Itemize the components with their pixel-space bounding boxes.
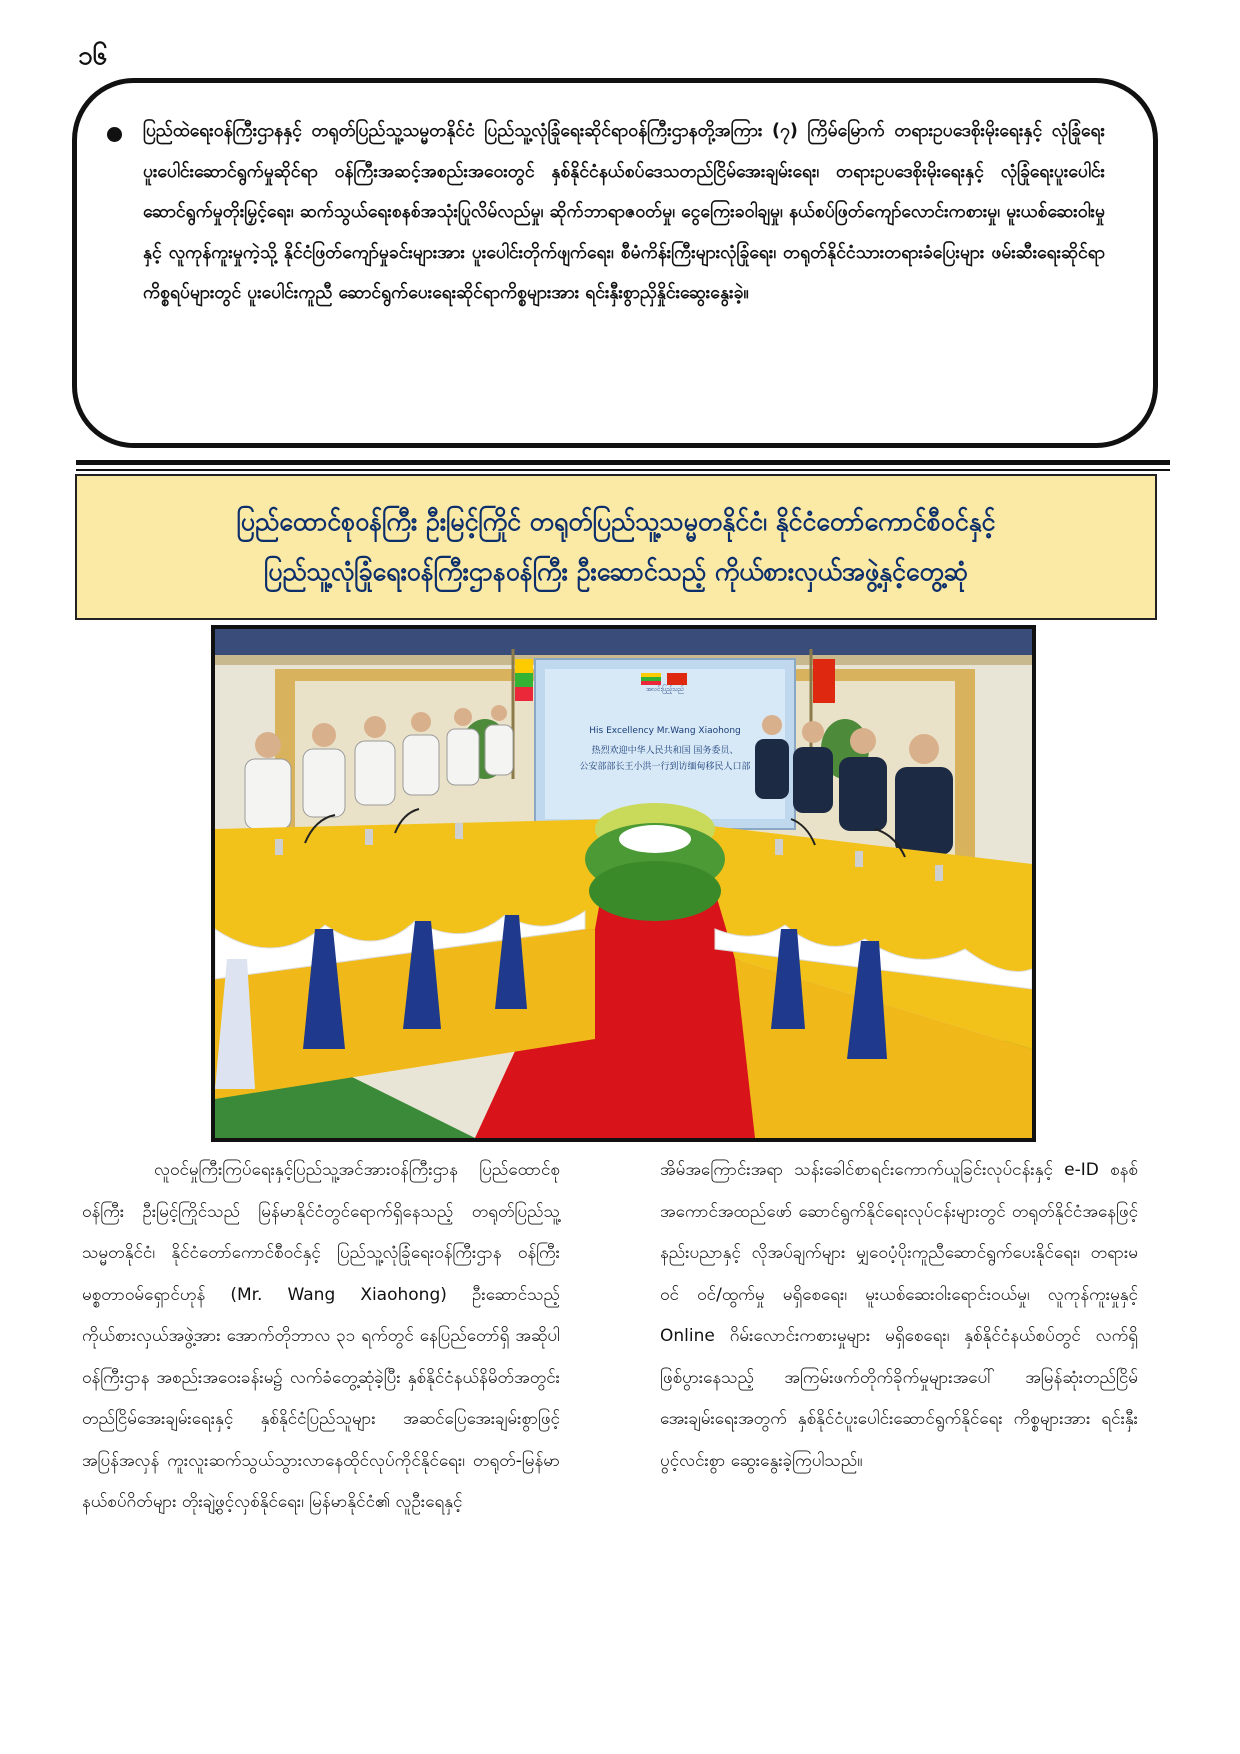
banner-title: His Excellency Mr.Wang Xiaohong — [589, 726, 741, 736]
article-left-column: လူဝင်မှုကြီးကြပ်ရေးနှင့်ပြည်သူ့အင်အားဝန်ကြီးဌာန ပြည်ထောင်စုဝန်ကြီး ဦးမြင့်ကြိုင်သည် မြန်မာနိုင်ငံတွင်ရောက်ရှိနေသည့် တရုတ်ပြည်သူ့သမ္မတနိုင်ငံ၊ နိုင်ငံတော်ကောင်စီဝင်နှင့် ပြည်သူ့လုံခြုံရေးဝန်ကြီးဌာန ဝန်ကြီး မစ္စတာဝမ်ရှောင်ဟုန် (Mr. Wang Xiaohong) ဦးဆောင်သည့် ကိုယ်စားလှယ်အဖွဲ့အား အောက်တိုဘာလ ၃၁ ရက်တွင် နေပြည်တော်ရှိ အဆိုပါဝန်ကြီးဌာန အစည်းအဝေးခန်းမ၌ လက်ခံတွေ့ဆုံခဲ့ပြီး နှစ်နိုင်ငံနယ်နိမိတ်အတွင်း တည်ငြိမ်အေးချမ်းရေးနှင့် နှစ်နိုင်ငံပြည်သူများ အဆင်ပြေအေးချမ်းစွာဖြင့် အပြန်အလှန် ကူးလူးဆက်သွယ်သွားလာနေထိုင်လုပ်ကိုင်နိုင်ရေး၊ တရုတ်-မြန်မာနယ်စပ်ဂိတ်များ တိုးချဲ့ဖွင့်လှစ်နိုင်ရေး၊ မြန်မာနိုင်ငံ၏ လူဦးရေနှင့် — [82, 1160, 560, 1512]
headline-line-1: ပြည်ထောင်စုဝန်ကြီး ဦးမြင့်ကြိုင် တရုတ်ပြည်သူ့သမ္မတနိုင်ငံ၊ နိုင်ငံတော်ကောင်စီဝင်နှင့် — [236, 507, 996, 536]
svg-text:အလင်းပြည့်သည်: အလင်းပြည့်သည် — [646, 686, 684, 693]
separator-rule-thin — [76, 469, 1170, 471]
summary-bullet-text: ပြည်ထဲရေးဝန်ကြီးဌာနနှင့် တရုတ်ပြည်သူ့သမ္မတနိုင်ငံ ပြည်သူ့လုံခြုံရေးဆိုင်ရာဝန်ကြီးဌာနတို့အကြား (၇) ကြိမ်မြောက် တရားဥပဒေစိုးမိုးရေးနှင့် လုံခြုံရေးပူးပေါင်းဆောင်ရွက်မှုဆိုင်ရာ ဝန်ကြီးအဆင့်အစည်းအဝေးတွင် နှစ်နိုင်ငံနယ်စပ်ဒေသတည်ငြိမ်အေးချမ်းရေး၊ တရားဥပဒေစိုးမိုးရေးနှင့် လုံခြုံရေးပူးပေါင်းဆောင်ရွက်မှုတိုးမြှင့်ရေး၊ ဆက်သွယ်ရေးစနစ်အသုံးပြုလိမ်လည်မှု၊ ဆိုက်ဘာရာဇဝတ်မှု၊ ငွေကြေးခဝါချမှု၊ နယ်စပ်ဖြတ်ကျော်လောင်းကစားမှု၊ မူးယစ်ဆေးဝါးမှုနှင့် လူကုန်ကူးမှုကဲ့သို့ နိုင်ငံဖြတ်ကျော်မှုခင်းများအား ပူးပေါင်းတိုက်ဖျက်ရေး၊ စီမံကိန်းကြီးများလုံခြုံရေး၊ တရုတ်နိုင်ငံသားတရားခံပြေးများ ဖမ်းဆီးရေးဆိုင်ရာကိစ္စရပ်များတွင် ပူးပေါင်းကူညီ ဆောင်ရွက်ပေးရေးဆိုင်ရာကိစ္စများအား ရင်းနှီးစွာညှိနှိုင်းဆွေးနွေးခဲ့။ — [143, 121, 1105, 304]
headline-line-2: ပြည်သူ့လုံခြုံရေးဝန်ကြီးဌာနဝန်ကြီး ဦးဆောင်သည့် ကိုယ်စားလှယ်အဖွဲ့နှင့်တွေ့ဆုံ — [264, 557, 968, 586]
banner-line-2: 公安部部长王小洪一行到访缅甸移民人口部 — [579, 762, 751, 772]
meeting-photo — [211, 625, 1036, 1142]
separator-rule — [76, 460, 1170, 465]
bullet-icon — [107, 127, 122, 142]
page-number: ၁၆ — [78, 41, 108, 71]
article-right-column: အိမ်အကြောင်းအရာ သန်းခေါင်စာရင်းကောက်ယူခြင်းလုပ်ငန်းနှင့် e-ID စနစ် အကောင်အထည်ဖော် ဆောင်ရွက်နိုင်ရေးလုပ်ငန်းများတွင် တရုတ်နိုင်ငံအနေဖြင့် နည်းပညာနှင့် လိုအပ်ချက်များ မျှဝေပံ့ပိုးကူညီဆောင်ရွက်ပေးနိုင်ရေး၊ တရားမဝင် ဝင်/ထွက်မှု မရှိစေရေး၊ မူးယစ်ဆေးဝါးရောင်းဝယ်မှု၊ လူကုန်ကူးမှုနှင့် Online ဂိမ်းလောင်းကစားမှုများ မရှိစေရေး၊ နှစ်နိုင်ငံနယ်စပ်တွင် လက်ရှိဖြစ်ပွားနေသည့် အကြမ်းဖက်တိုက်ခိုက်မှုများအပေါ် အမြန်ဆုံးတည်ငြိမ်အေးချမ်းရေးအတွက် နှစ်နိုင်ငံပူးပေါင်းဆောင်ရွက်နိုင်ရေး ကိစ္စများအား ရင်းနှီးပွင့်လင်းစွာ ဆွေးနွေးခဲ့ကြပါသည်။ — [660, 1160, 1138, 1471]
headline-box — [75, 474, 1157, 620]
banner-line-1: 热烈欢迎中华人民共和国 国务委员、 — [591, 746, 739, 756]
summary-bullet-box — [72, 78, 1158, 448]
